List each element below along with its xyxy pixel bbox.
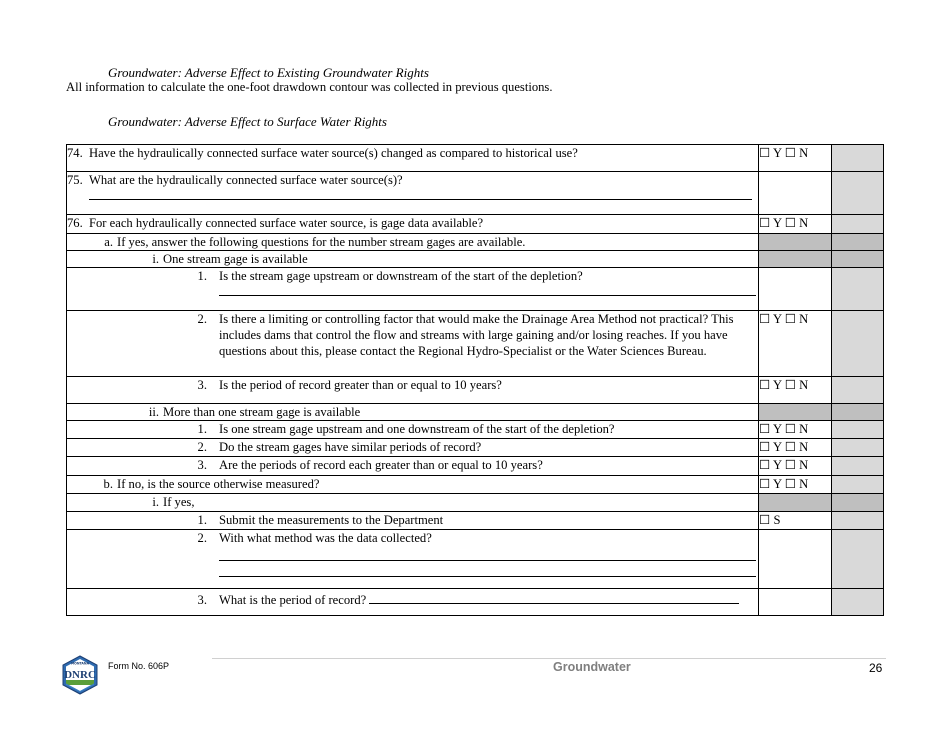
yes-no-checkbox[interactable]: ☐ Y ☐ N bbox=[759, 457, 832, 476]
table-row bbox=[67, 172, 884, 215]
svg-text:DNRC: DNRC bbox=[64, 669, 96, 681]
office-use-cell bbox=[832, 377, 884, 404]
submitted-checkbox[interactable]: ☐ S bbox=[759, 512, 832, 530]
footer-title: Groundwater bbox=[553, 660, 631, 674]
office-use-cell bbox=[832, 145, 884, 172]
table-row bbox=[67, 377, 884, 404]
question-76a-i-3: 3. Is the period of record greater than or equal to 10 years? bbox=[67, 377, 759, 404]
office-use-cell bbox=[832, 530, 884, 589]
answer-cell bbox=[759, 268, 832, 311]
table-row bbox=[67, 145, 884, 172]
yes-no-checkbox[interactable]: ☐ Y ☐ N bbox=[759, 311, 832, 377]
office-use-cell bbox=[832, 215, 884, 234]
yes-no-checkbox[interactable]: ☐ Y ☐ N bbox=[759, 145, 832, 172]
question-76b-i-2: 2. With what method was the data collected? bbox=[67, 530, 759, 589]
question-74: 74. Have the hydraulically connected surface water source(s) changed as compared to historical use? bbox=[67, 145, 759, 172]
yes-no-checkbox[interactable]: ☐ Y ☐ N bbox=[759, 377, 832, 404]
table-row bbox=[67, 311, 884, 377]
dnrc-logo bbox=[60, 655, 100, 695]
table-row bbox=[67, 589, 884, 616]
question-75: 75. What are the hydraulically connected surface water source(s)? bbox=[67, 172, 759, 215]
table-row bbox=[67, 251, 884, 268]
yes-no-checkbox[interactable]: ☐ Y ☐ N bbox=[759, 421, 832, 439]
table-row bbox=[67, 476, 884, 494]
question-76a-ii-3: 3. Are the periods of record each greater than or equal to 10 years? bbox=[67, 457, 759, 476]
question-76: 76. For each hydraulically connected surface water source, is gage data available? bbox=[67, 215, 759, 234]
answer-line[interactable] bbox=[219, 549, 756, 561]
question-76a: a. If yes, answer the following questions for the number stream gages are available. bbox=[67, 234, 759, 251]
table-row bbox=[67, 439, 884, 457]
question-76a-i-2: 2. Is there a limiting or controlling factor that would make the Drainage Area Method not practical? This includes dams that control the flow and streams with large gaining and/or losing reaches. If you have questions about this, please contact the Regional Hydro-Specialist or the Water Sciences Bureau. bbox=[67, 311, 759, 377]
question-76a-ii-1: 1. Is one stream gage upstream and one downstream of the start of the depletion? bbox=[67, 421, 759, 439]
answer-line[interactable] bbox=[219, 564, 756, 577]
question-76a-i-1: 1. Is the stream gage upstream or downstream of the start of the depletion? bbox=[67, 268, 759, 311]
answer-line[interactable] bbox=[219, 287, 756, 296]
office-use-cell bbox=[832, 421, 884, 439]
question-76a-ii-2: 2. Do the stream gages have similar periods of record? bbox=[67, 439, 759, 457]
table-row bbox=[67, 215, 884, 234]
office-use-cell bbox=[832, 589, 884, 616]
question-76a-ii: ii. More than one stream gage is available bbox=[67, 404, 759, 421]
office-use-cell bbox=[832, 268, 884, 311]
question-76b-i-3: 3. What is the period of record? bbox=[67, 589, 759, 616]
answer-cell bbox=[759, 589, 832, 616]
question-76b-i: i. If yes, bbox=[67, 494, 759, 512]
table-row bbox=[67, 404, 884, 421]
yes-no-checkbox[interactable]: ☐ Y ☐ N bbox=[759, 439, 832, 457]
answer-line[interactable] bbox=[369, 592, 739, 604]
yes-no-checkbox[interactable]: ☐ Y ☐ N bbox=[759, 476, 832, 494]
question-76a-i: i. One stream gage is available bbox=[67, 251, 759, 268]
form-number: Form No. 606P bbox=[108, 661, 170, 671]
question-table bbox=[66, 144, 884, 616]
answer-line[interactable] bbox=[89, 191, 752, 200]
question-76b: b. If no, is the source otherwise measured? bbox=[67, 476, 759, 494]
office-use-cell bbox=[832, 311, 884, 377]
table-row bbox=[67, 268, 884, 311]
table-row bbox=[67, 421, 884, 439]
question-76b-i-1: 1. Submit the measurements to the Department bbox=[67, 512, 759, 530]
table-row bbox=[67, 494, 884, 512]
table-row bbox=[67, 457, 884, 476]
office-use-cell bbox=[832, 172, 884, 215]
table-row bbox=[67, 530, 884, 589]
section-title-surface-water-rights: Groundwater: Adverse Effect to Surface Water Rights bbox=[108, 114, 387, 129]
footer-divider bbox=[212, 658, 886, 659]
page-number: 26 bbox=[869, 661, 883, 675]
office-use-cell bbox=[832, 512, 884, 530]
table-row bbox=[67, 234, 884, 251]
section-info-text: All information to calculate the one-foot drawdown contour was collected in previous questions. bbox=[66, 80, 553, 94]
office-use-cell bbox=[832, 476, 884, 494]
section-title-existing-groundwater-rights: Groundwater: Adverse Effect to Existing Groundwater Rights bbox=[108, 65, 429, 80]
answer-cell bbox=[759, 530, 832, 589]
yes-no-checkbox[interactable]: ☐ Y ☐ N bbox=[759, 215, 832, 234]
svg-text:MONTANA: MONTANA bbox=[70, 661, 90, 666]
office-use-cell bbox=[832, 457, 884, 476]
answer-cell bbox=[759, 172, 832, 215]
table-row bbox=[67, 512, 884, 530]
office-use-cell bbox=[832, 439, 884, 457]
